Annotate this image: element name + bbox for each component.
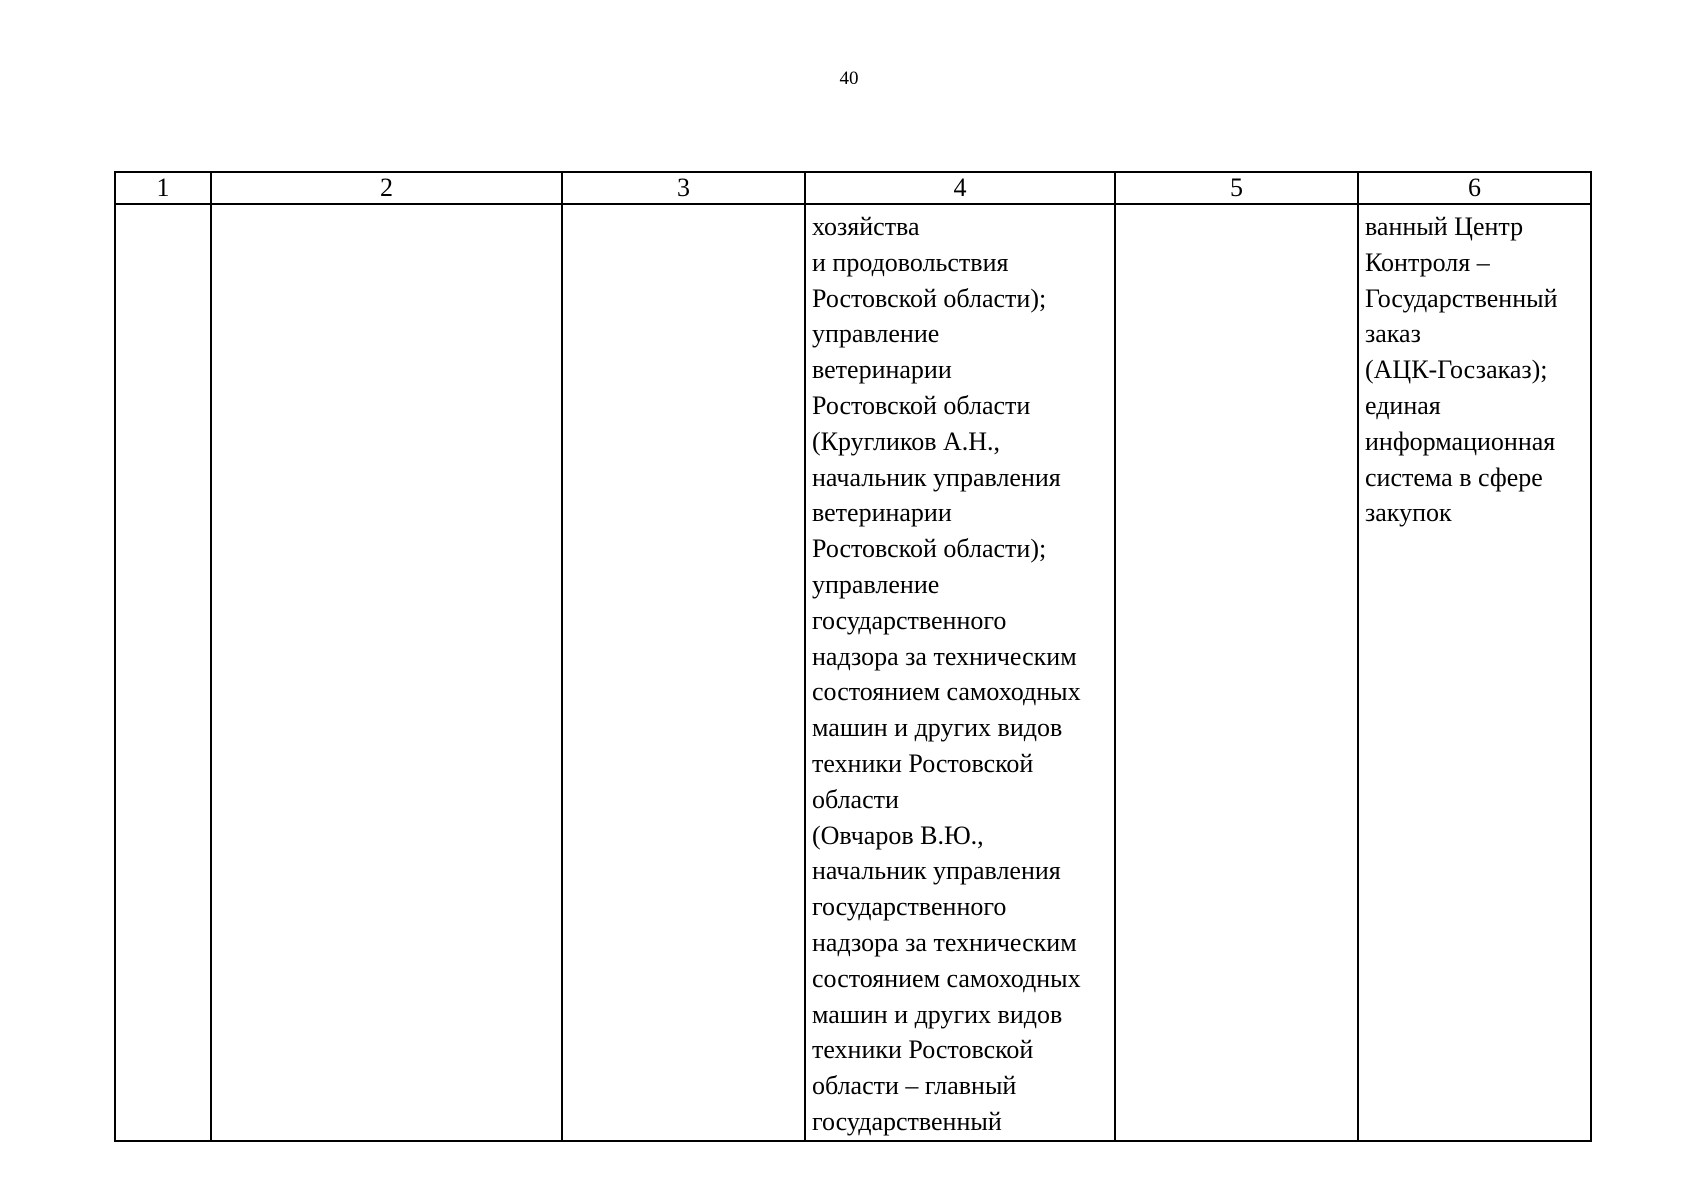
column-header-1: 1: [115, 172, 211, 204]
column-header-6: 6: [1358, 172, 1591, 204]
table-cell-col2: [211, 204, 562, 1141]
table-cell-col5: [1115, 204, 1358, 1141]
column-header-5: 5: [1115, 172, 1358, 204]
table-row: [115, 204, 1591, 1141]
document-table: [114, 171, 1592, 1142]
table-cell-col3: [562, 204, 805, 1141]
page-number: 40: [839, 68, 859, 89]
column-header-3: 3: [562, 172, 805, 204]
table-header-row: [115, 172, 1591, 204]
column-header-4: 4: [805, 172, 1115, 204]
cell-text-col3: [563, 205, 804, 209]
cell-text-col5: [1116, 205, 1357, 209]
table-cell-col4: [805, 204, 1115, 1141]
column-header-2: 2: [211, 172, 562, 204]
cell-text-col2: [212, 205, 561, 209]
cell-text-col4: хозяйства и продовольствия Ростовской области); управление ветеринарии Ростовской области (Кругликов А.Н., начальник управления ветеринарии Ростовской области); управление государственного надзора за техническим состоянием самоходных машин и других видов техники Ростовской области (Овчаров В.Ю., начальник управления государственного надзора за техническим состоянием самоходных машин и других видов техники Ростовской области – главный государственный: [812, 212, 1081, 1136]
table-cell-col6: [1358, 204, 1591, 1141]
table-cell-col1: [115, 204, 211, 1141]
cell-text-col1: [116, 205, 210, 209]
cell-text-col6: ванный Центр Контроля – Государственный заказ (АЦК-Госзаказ); единая информационная система в сфере закупок: [1365, 212, 1558, 528]
